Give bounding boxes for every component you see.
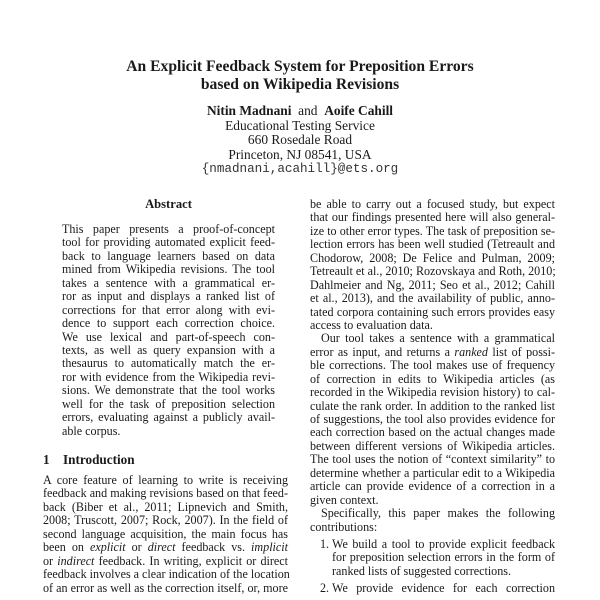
body-line: Specifically, this paper makes the following [321,506,555,521]
author-names [0,104,600,119]
emphasis-indirect: indirect [57,553,95,568]
text: been on [43,540,90,555]
body-line: lection errors has been well studied (Tetreault and [310,237,555,252]
body-line: recorded in the Wikipedia revision history) to cal- [310,385,555,400]
title-line-1: An Explicit Feedback System for Preposition Errors [126,58,474,75]
contribution-item-2 [310,582,555,595]
paper-title [0,58,600,93]
contribution-item-1 [310,538,555,578]
title-line-2: based on Wikipedia Revisions [200,75,400,93]
body-line: each correction based on the actual changes made [310,425,555,440]
abstract-heading: Abstract [145,197,192,211]
body-line: Dahlmeier and Ng, 2011; Seo et al., 2012; Cahill [310,277,555,292]
body-line: culate the rank order. In addition to the ranked list [310,398,555,413]
list-item-body [310,582,555,595]
emphasis-implicit: implicit [251,540,288,555]
author-1: Nitin Madnani [206,103,292,118]
abstract-line: takes a sentence with a grammatical er- [62,275,275,290]
right-column-body [310,198,555,596]
body-line: determine whether a particular edit to a Wikipedia [310,465,555,480]
body-line: Chodorow, 2008; De Felice and Pulman, 2009; [310,250,555,265]
body-line: ble corrections. The tool makes use of frequency [310,358,555,373]
intro-line: of an error as well as the correction itself, or, more [43,580,288,595]
body-line: be able to carry out a focused study, but expect [310,197,555,211]
body-line: The tool uses the notion of “context similarity” to [310,452,555,467]
body-line: given context. [310,492,379,507]
text: feedback. In writing, explicit or direct [94,553,288,568]
abstract-line: well for the task of preposition selection [62,396,275,411]
abstract-line: dence to support each correction choice. [62,316,275,331]
text: error as input, and returns a [310,344,455,359]
abstract-line: texts, as well as query expansion with a [62,342,275,357]
body-line [310,346,555,359]
body-line: Our tool takes a sentence with a grammatical [321,331,555,346]
intro-line [43,555,288,568]
author-email: {nmadnani,acahill}@ets.org [201,162,399,176]
author-block [0,104,600,177]
body-line: article can provide evidence of a correction in a [310,479,555,494]
emphasis-direct: direct [147,540,176,555]
list-marker: 2. [320,581,330,596]
emphasis-ranked: ranked [454,344,488,359]
intro-line: back (Biber et al., 2011; Lipnevich and Smith, [43,499,288,514]
body-line: Tetreault et al., 2010; Rozovskaya and Roth, 2010; [310,264,556,279]
emphasis-explicit: explicit [90,540,126,555]
abstract-line: We use lexical and part-of-speech con- [62,329,275,344]
intro-line: 2008; Truscott, 2007; Rock, 2007). In the field of [43,513,288,528]
list-line: We provide evidence for each correction [332,581,555,596]
section-heading-introduction [43,453,135,467]
abstract-line: mined from Wikipedia revisions. The tool [62,262,275,277]
section-number: 1 [43,452,50,467]
list-line: for preposition selection errors in the form of [332,550,555,565]
abstract-line: able corpus. [62,423,121,438]
body-line: that our findings presented here will also general- [310,210,555,225]
abstract-line: back to language learners based on data [62,248,275,263]
list-line: We build a tool to provide explicit feedback [332,536,555,551]
text: list of possi- [487,344,555,359]
abstract-line: sions. We demonstrate that the tool works [62,383,275,398]
intro-line: feedback involves a clear indication of the location [43,567,290,582]
list-line: ranked lists of suggested corrections. [332,563,512,578]
introduction-body [43,474,288,595]
abstract-line: errors, evaluating against a publicly avail- [62,410,275,425]
body-line: between different versions of Wikipedia articles. [310,438,555,453]
author-conjunction: and [298,103,318,118]
abstract-body [62,223,275,438]
intro-line [43,541,288,554]
text: feedback vs. [175,540,252,555]
text: or [43,553,58,568]
abstract-line: tool for providing automated explicit feed- [62,235,275,250]
body-line: of correction in edits to Wikipedia articles (as [310,371,555,386]
address-city: Princeton, NJ 08541, USA [228,146,372,162]
abstract-line: ror as input and displays a ranked list of [62,289,275,304]
author-2: Aoife Cahill [324,103,394,118]
abstract-line: thesaurus to automatically match the er- [62,356,275,371]
list-marker: 1. [320,536,330,551]
body-line: ize to other error types. The task of preposition se- [310,223,555,238]
text: or [125,540,148,555]
body-line: et al., 2013), and the availability of public, anno- [310,291,555,306]
body-line: of suggestions, the tool also provides evidence for [310,412,555,426]
intro-line: A core feature of learning to write is receiving [43,473,288,487]
body-line: access to evaluation data. [310,317,433,332]
address-street: 660 Rosedale Road [247,132,353,147]
abstract-line: corrections for that error along with evi- [62,302,275,317]
affiliation: Educational Testing Service [225,117,375,133]
body-line: tated corpora containing such errors provides easy [310,304,555,319]
intro-line: feedback and making revisions based on that feed- [43,486,288,501]
list-item-body [310,538,555,578]
section-title: Introduction [63,452,135,467]
abstract-line: ror with evidence from the Wikipedia revi- [62,369,275,384]
abstract-line: This paper presents a proof-of-concept [62,222,275,236]
body-line: contributions: [310,519,378,534]
intro-line: second language acquisition, the main focus has [43,526,288,541]
